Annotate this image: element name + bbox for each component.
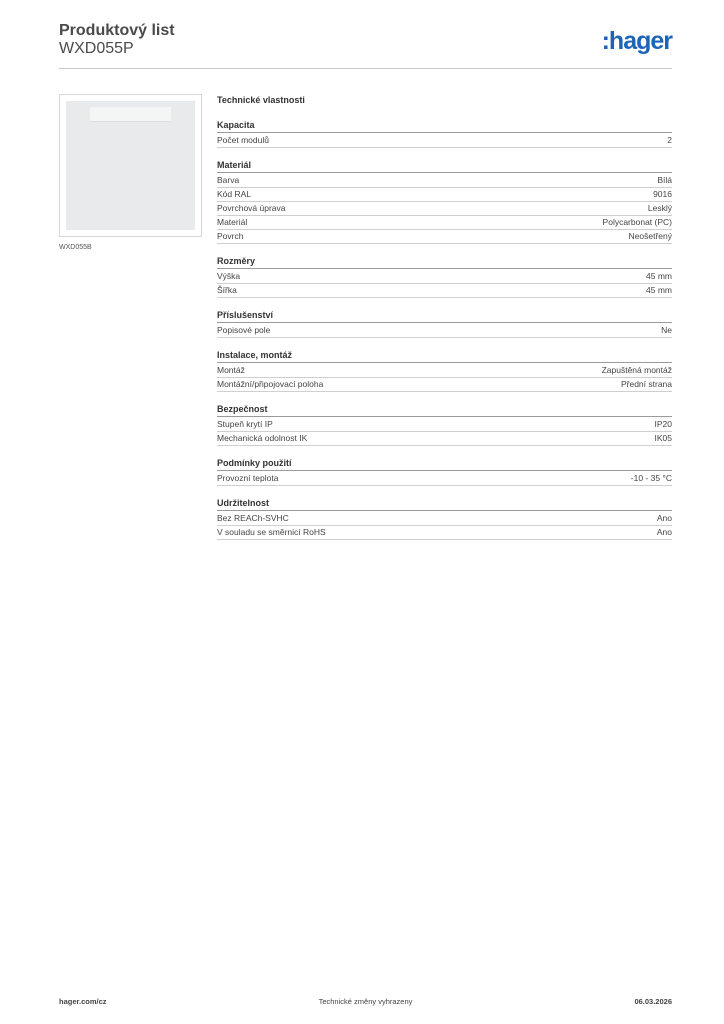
spec-row xyxy=(217,230,672,244)
technical-specs xyxy=(217,95,672,551)
spec-label: Povrch xyxy=(217,231,244,241)
spec-section-heading: Bezpečnost xyxy=(217,403,672,417)
spec-section xyxy=(217,159,672,244)
spec-row xyxy=(217,418,672,432)
spec-value: Bílá xyxy=(657,175,672,185)
spec-row xyxy=(217,432,672,446)
spec-value: IP20 xyxy=(654,419,672,429)
spec-value: Zapuštěná montáž xyxy=(601,365,672,375)
spec-value: 9016 xyxy=(653,189,672,199)
spec-value: Ano xyxy=(656,513,672,523)
spec-value: Polycarbonat (PC) xyxy=(602,217,672,227)
spec-section-heading: Rozměry xyxy=(217,255,672,269)
spec-label: Povrchová úprava xyxy=(217,203,286,213)
spec-value: -10 - 35 °C xyxy=(630,473,672,483)
product-code: WXD055P xyxy=(59,40,134,57)
spec-section xyxy=(217,497,672,540)
product-image-caption: WXD055B xyxy=(59,244,92,251)
spec-row xyxy=(217,526,672,540)
spec-section-heading: Instalace, montáž xyxy=(217,349,672,363)
spec-section xyxy=(217,349,672,392)
spec-section-heading: Kapacita xyxy=(217,119,672,133)
specs-title: Technické vlastnosti xyxy=(217,95,305,105)
spec-value: Ne xyxy=(661,325,672,335)
spec-value: Přední strana xyxy=(620,379,672,389)
spec-value: Ano xyxy=(656,527,672,537)
spec-label: Materiál xyxy=(217,217,248,227)
spec-label: Mechanická odolnost IK xyxy=(217,433,308,443)
page-title: Produktový list xyxy=(59,22,175,39)
spec-section-heading: Podmínky použití xyxy=(217,457,672,471)
spec-label: Montáž xyxy=(217,365,245,375)
spec-value: 2 xyxy=(667,135,672,145)
spec-value: 45 mm xyxy=(646,271,672,281)
spec-label: Výška xyxy=(217,271,241,281)
specs-sections xyxy=(217,119,672,540)
spec-label: Barva xyxy=(217,175,240,185)
spec-section xyxy=(217,119,672,148)
product-image xyxy=(59,94,202,237)
spec-row xyxy=(217,188,672,202)
footer-notice: Technické změny vyhrazeny xyxy=(318,997,413,1006)
spec-section xyxy=(217,457,672,486)
hager-logo: :hager xyxy=(601,27,672,55)
product-cover xyxy=(66,101,195,230)
spec-section xyxy=(217,309,672,338)
spec-label: Montážní/připojovací poloha xyxy=(217,379,324,389)
spec-row xyxy=(217,512,672,526)
spec-value: 45 mm xyxy=(646,285,672,295)
spec-label: Šířka xyxy=(217,285,237,295)
spec-row xyxy=(217,216,672,230)
footer-website-link[interactable]: hager.com/cz xyxy=(59,997,107,1006)
spec-label: Bez REACh-SVHC xyxy=(217,513,289,523)
spec-section-heading: Příslušenství xyxy=(217,309,672,323)
spec-section-heading: Udržitelnost xyxy=(217,497,672,511)
spec-section-heading: Materiál xyxy=(217,159,672,173)
spec-value: Lesklý xyxy=(647,203,672,213)
spec-section xyxy=(217,403,672,446)
spec-label: Kód RAL xyxy=(217,189,252,199)
spec-label: Počet modulů xyxy=(217,135,269,145)
spec-row xyxy=(217,174,672,188)
spec-label: Provozní teplota xyxy=(217,473,279,483)
spec-row xyxy=(217,202,672,216)
spec-row xyxy=(217,270,672,284)
spec-label: Popisové pole xyxy=(217,325,271,335)
spec-row xyxy=(217,284,672,298)
product-label-window xyxy=(90,107,171,122)
footer-date: 06.03.2026 xyxy=(634,997,672,1006)
spec-value: IK05 xyxy=(654,433,672,443)
spec-section xyxy=(217,255,672,298)
spec-label: V souladu se směrnicí RoHS xyxy=(217,527,326,537)
header-divider xyxy=(59,68,672,69)
spec-row xyxy=(217,134,672,148)
spec-label: Stupeň krytí IP xyxy=(217,419,273,429)
spec-row xyxy=(217,378,672,392)
spec-value: Neošetřený xyxy=(628,231,672,241)
spec-row xyxy=(217,324,672,338)
spec-row xyxy=(217,472,672,486)
spec-row xyxy=(217,364,672,378)
page-header xyxy=(59,22,672,58)
